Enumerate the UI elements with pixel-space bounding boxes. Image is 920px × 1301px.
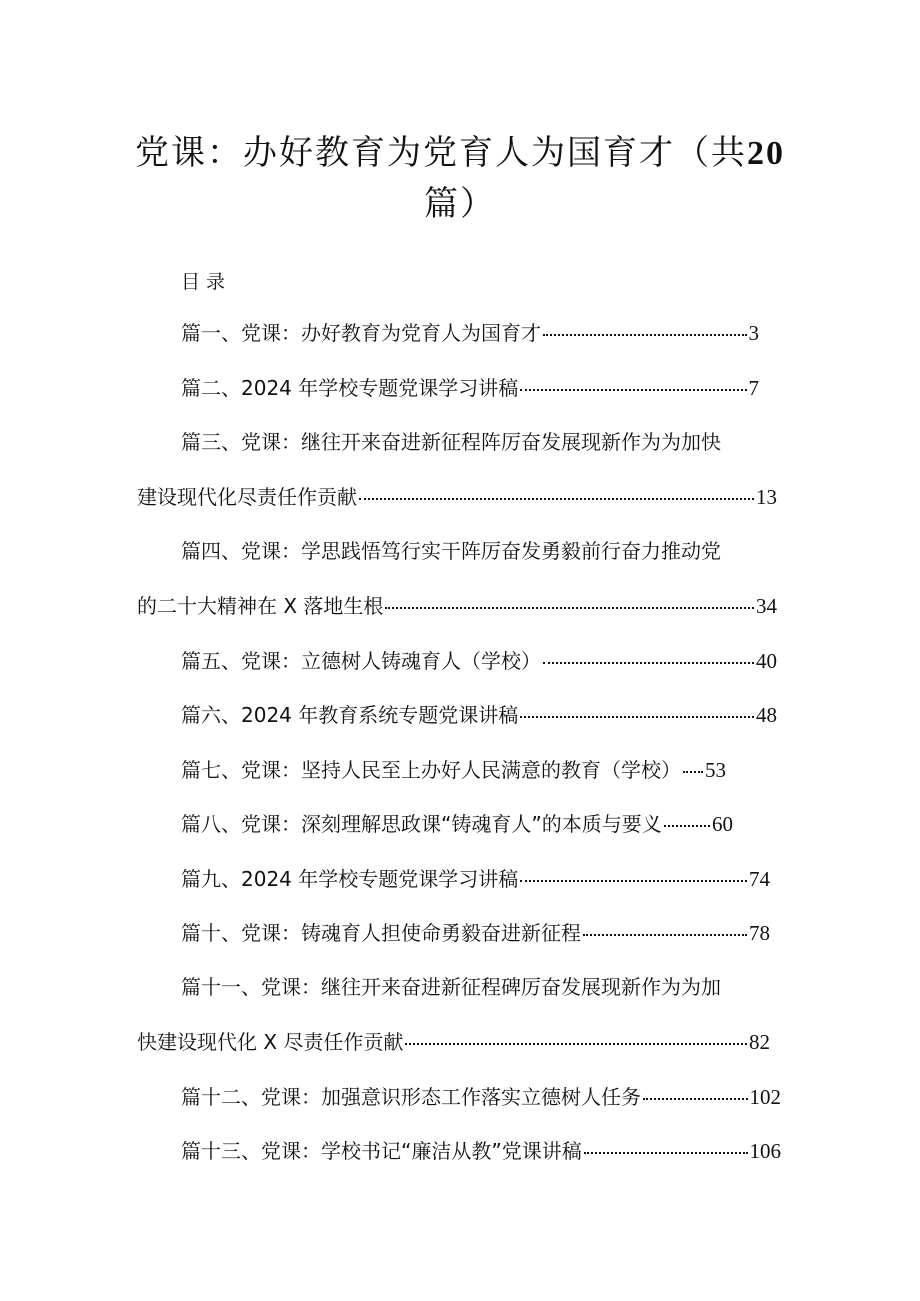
dot-leader: [359, 478, 754, 500]
title-text: 党课：办好教育为党育人为国育才（共: [135, 133, 747, 173]
toc-entry-13[interactable]: [181, 1136, 781, 1165]
toc-entry-page: 40: [756, 649, 777, 673]
dot-leader: [543, 642, 754, 664]
toc-entry-title: 的二十大精神在 X 落地生根: [137, 594, 384, 618]
dot-leader: [583, 914, 747, 936]
toc-entry-title: 篇十、党课：铸魂育人担使命勇毅奋进新征程: [181, 921, 581, 945]
toc-entry-page: 34: [756, 594, 777, 618]
toc-entry-title: 篇一、党课：办好教育为党育人为国育才: [181, 321, 541, 345]
dot-leader: [584, 1132, 748, 1154]
dot-leader: [683, 751, 703, 773]
toc-entry-title: 篇二、2024 年学校专题党课学习讲稿: [181, 376, 519, 400]
toc-entry-10[interactable]: [181, 918, 770, 947]
dot-leader: [543, 314, 747, 336]
toc-entry-page: 106: [749, 1139, 781, 1163]
title-count: 20: [747, 135, 785, 172]
dot-leader: [405, 1023, 747, 1045]
toc-entry-5[interactable]: [181, 646, 777, 675]
dot-leader: [520, 369, 746, 391]
toc-entry-title: 建设现代化尽责任作贡献: [137, 485, 357, 509]
toc-entry-page: 78: [749, 921, 770, 945]
toc-entry-title: 快建设现代化 X 尽责任作贡献: [137, 1030, 404, 1054]
dot-leader: [643, 1078, 748, 1100]
toc-entry-2[interactable]: [181, 373, 759, 402]
toc-entry-title: 篇九、2024 年学校专题党课学习讲稿: [181, 867, 519, 891]
toc-entry-3-first-line[interactable]: 篇三、党课：继往开来奋进新征程阵厉奋发展现新作为为加快: [181, 430, 721, 454]
toc-entry-page: 53: [705, 758, 726, 782]
toc-entry-4[interactable]: [137, 591, 777, 620]
toc-entry-title: 篇八、党课：深刻理解思政课“铸魂育人”的本质与要义: [181, 812, 662, 836]
toc-entry-page: 102: [749, 1085, 781, 1109]
dot-leader: [520, 696, 754, 718]
dot-leader: [520, 860, 747, 882]
title-second-line: 篇）: [424, 184, 496, 224]
dot-leader: [664, 805, 710, 827]
toc-entry-title: 篇六、2024 年教育系统专题党课讲稿: [181, 703, 519, 727]
toc-entry-title: 篇十三、党课：学校书记“廉洁从教”党课讲稿: [181, 1139, 582, 1163]
toc-entry-page: 60: [712, 812, 733, 836]
toc-entry-3[interactable]: [137, 482, 777, 511]
dot-leader: [385, 587, 754, 609]
toc-entry-1[interactable]: [181, 318, 759, 347]
toc-entry-11[interactable]: [137, 1027, 770, 1056]
toc-entry-page: 3: [748, 321, 759, 345]
toc-entry-11-first-line[interactable]: 篇十一、党课：继往开来奋进新征程碑厉奋发展现新作为为加: [181, 975, 721, 999]
toc-entry-4-first-line[interactable]: 篇四、党课：学思践悟笃行实干阵厉奋发勇毅前行奋力推动党: [181, 539, 721, 563]
toc-entry-page: 48: [756, 703, 777, 727]
toc-entry-9[interactable]: [181, 864, 770, 893]
toc-entry-title: 篇五、党课：立德树人铸魂育人（学校）: [181, 649, 541, 673]
toc-entry-6[interactable]: [181, 700, 777, 729]
toc-entry-page: 7: [748, 376, 759, 400]
toc-entry-7[interactable]: [181, 755, 726, 784]
toc-entry-title: 篇七、党课：坚持人民至上办好人民满意的教育（学校）: [181, 758, 681, 782]
toc-entry-8[interactable]: [181, 809, 733, 838]
toc-entry-page: 74: [749, 867, 770, 891]
toc-entry-page: 82: [749, 1030, 770, 1054]
toc-entry-12[interactable]: [181, 1082, 781, 1111]
toc-heading: 目录: [181, 271, 232, 293]
toc-entry-page: 13: [756, 485, 777, 509]
toc-entry-title: 篇十二、党课：加强意识形态工作落实立德树人任务: [181, 1085, 641, 1109]
